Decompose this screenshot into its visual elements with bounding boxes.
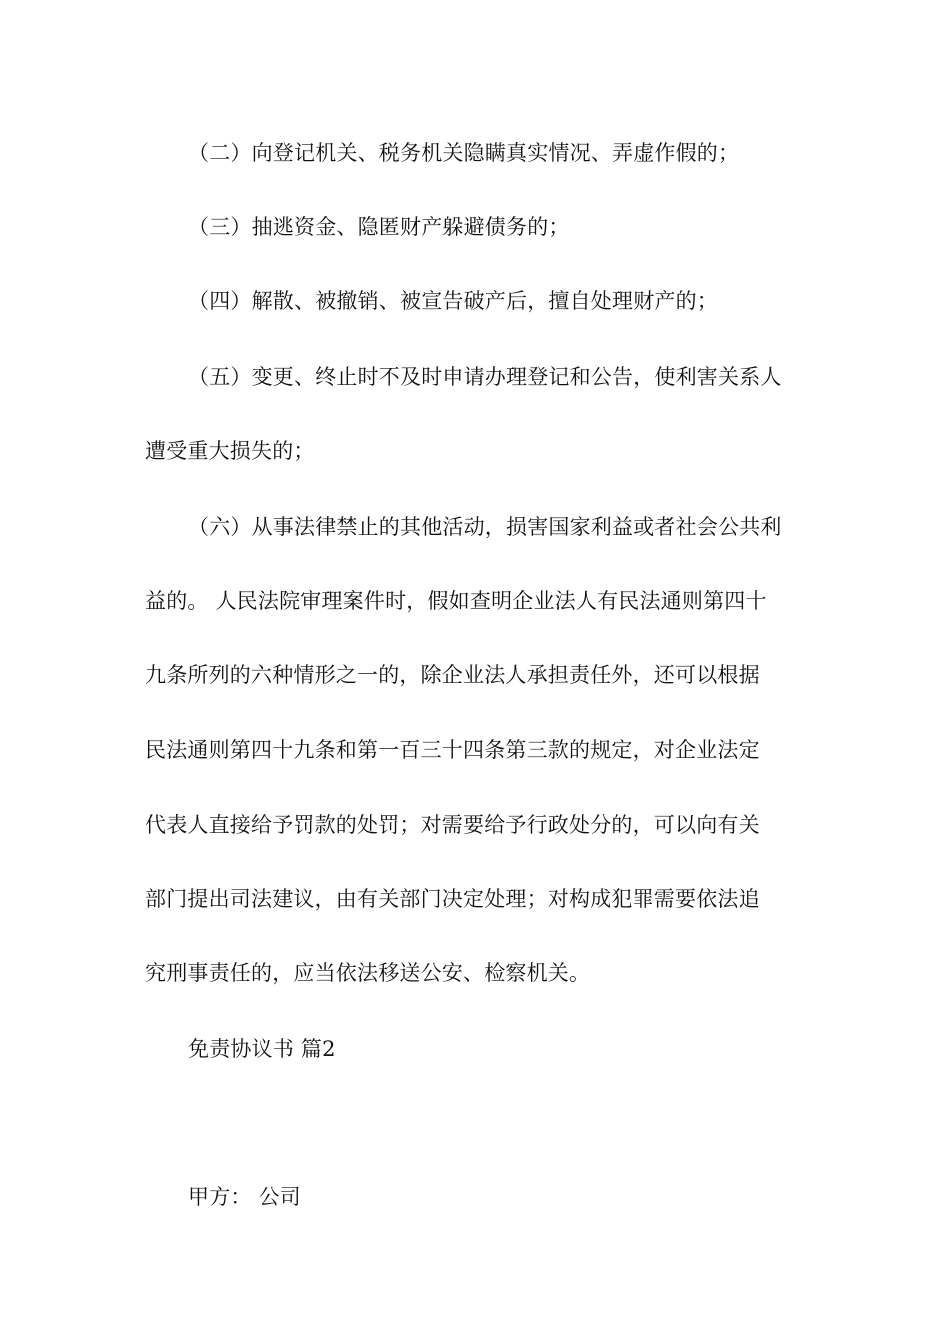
party-a-line: 甲方： 公司 [188,1185,301,1209]
paragraph-line: 九条所列的六种情形之一的，除企业法人承担责任外，还可以根据 [145,663,760,687]
paragraph-line: 部门提出司法建议，由有关部门决定处理；对构成犯罪需要依法追 [145,887,760,911]
section-heading: 免责协议书 篇2 [188,1037,336,1061]
paragraph-line: 究刑事责任的，应当依法移送公安、检察机关。 [145,961,591,985]
paragraph-line: 遭受重大损失的； [145,439,315,463]
paragraph-line: （六）从事法律禁止的其他活动，损害国家利益或者社会公共利 [188,515,782,539]
paragraph-line: （五）变更、终止时不及时申请办理登记和公告，使利害关系人 [188,365,782,389]
paragraph-line: （四）解散、被撤销、被宣告破产后，擅自处理财产的； [188,289,718,313]
paragraph-line: 代表人直接给予罚款的处罚；对需要给予行政处分的，可以向有关 [145,813,760,837]
paragraph-line: 民法通则第四十九条和第一百三十四条第三款的规定，对企业法定 [145,738,760,762]
paragraph-line: 益的。 人民法院审理案件时，假如查明企业法人有民法通则第四十 [145,589,767,613]
paragraph-line: （二）向登记机关、税务机关隐瞒真实情况、弄虚作假的； [188,141,740,165]
paragraph-line: （三）抽逃资金、隐匿财产躲避债务的； [188,215,570,239]
